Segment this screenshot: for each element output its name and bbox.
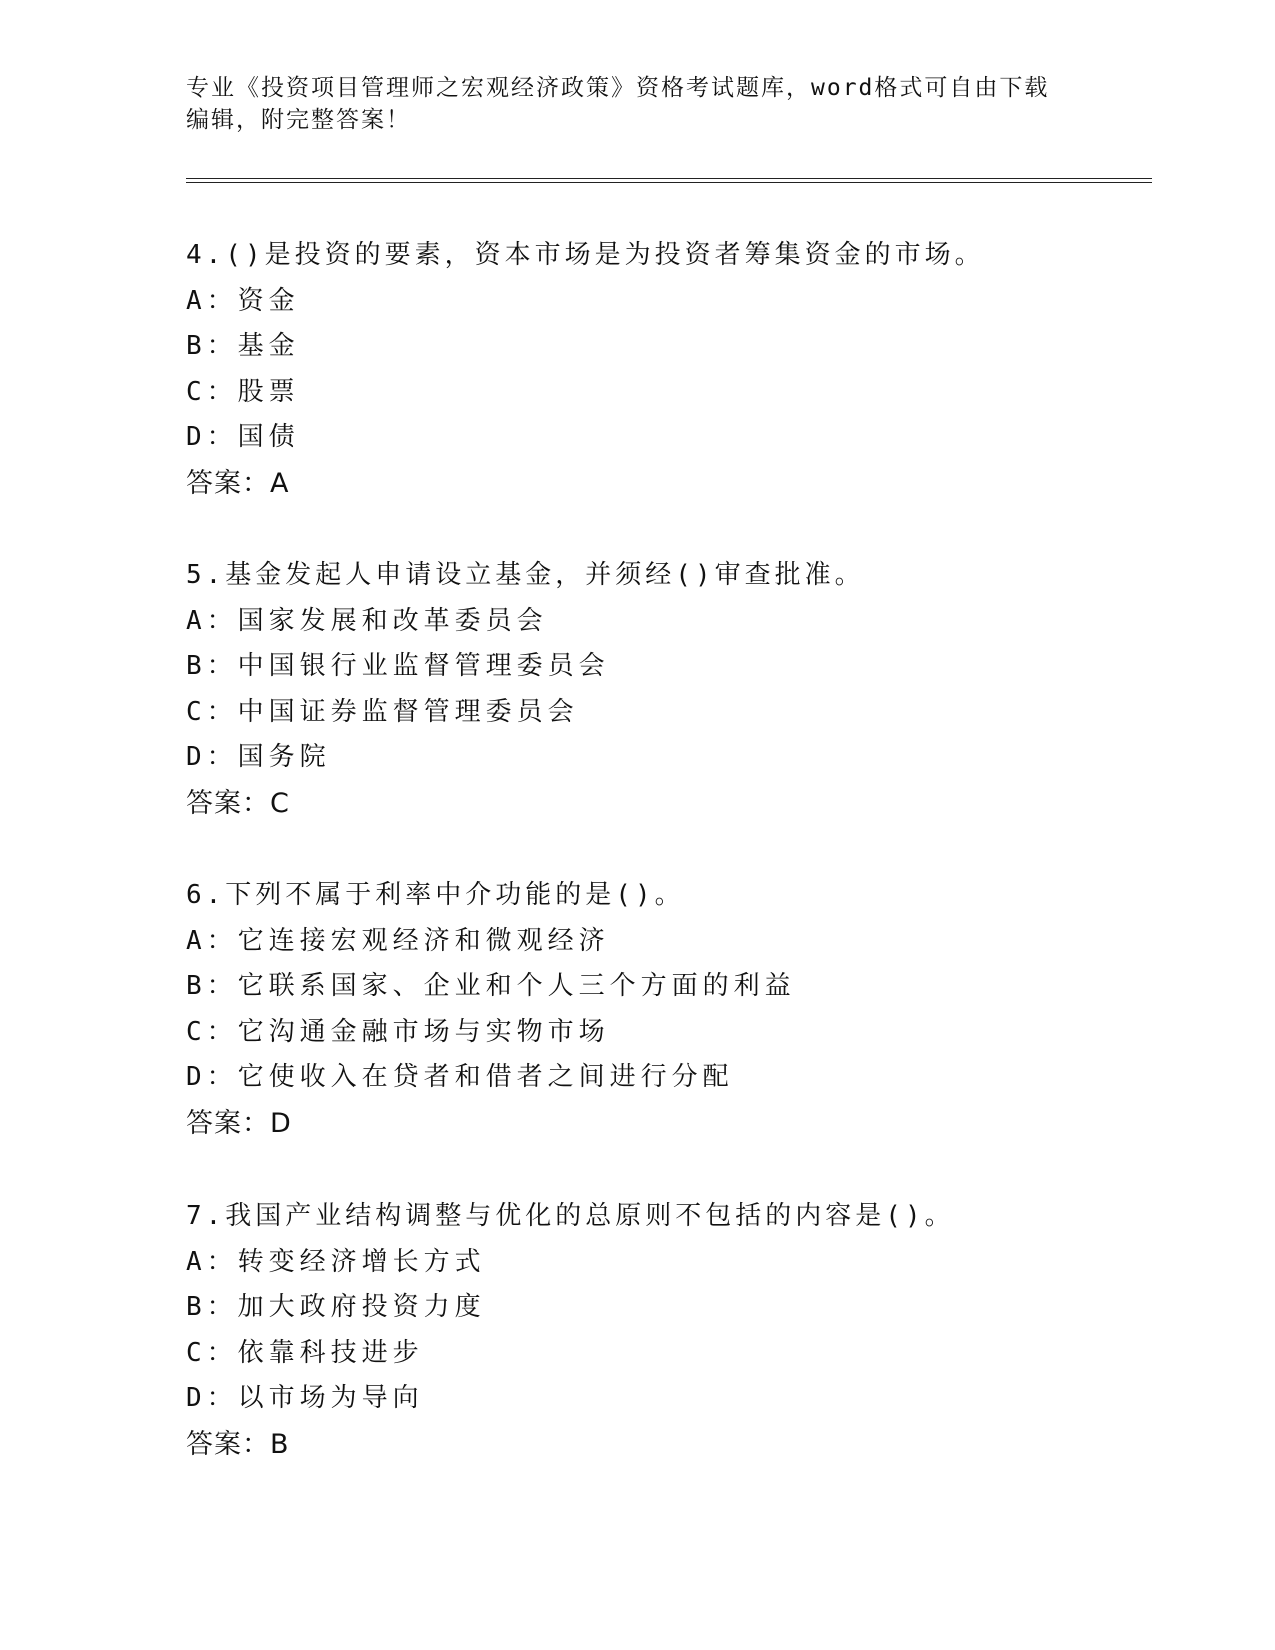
option-b: B：它联系国家、企业和个人三个方面的利益: [186, 971, 796, 1001]
question-block: [186, 233, 1146, 506]
question-stem: 4.()是投资的要素，资本市场是为投资者筹集资金的市场。: [186, 240, 985, 270]
answer-line: 答案：D: [186, 1107, 292, 1139]
answer-line: 答案：B: [186, 1428, 290, 1460]
option-d: D：以市场为导向: [186, 1383, 424, 1413]
question-block: [186, 553, 1146, 826]
question-stem: 7.我国产业结构调整与优化的总原则不包括的内容是()。: [186, 1201, 955, 1231]
option-a: A：它连接宏观经济和微观经济: [186, 925, 610, 956]
answer-line: 答案：A: [186, 467, 290, 499]
option-b: B：基金: [186, 331, 300, 361]
question-stem: 6.下列不属于利率中介功能的是()。: [186, 880, 685, 910]
option-b: B：加大政府投资力度: [186, 1292, 486, 1322]
option-c: C：中国证券监督管理委员会: [186, 696, 579, 727]
question-block: [186, 1194, 1146, 1467]
option-c: C：股票: [186, 376, 300, 407]
option-a: A：转变经济增长方式: [186, 1246, 486, 1277]
option-c: C：它沟通金融市场与实物市场: [186, 1016, 610, 1047]
option-d: D：国务院: [186, 742, 331, 772]
header-divider-top: [186, 178, 1152, 179]
option-c: C：依靠科技进步: [186, 1337, 424, 1368]
option-a: A：资金: [186, 285, 300, 316]
option-d: D：它使收入在贷者和借者之间进行分配: [186, 1062, 734, 1092]
document-header: 专业《投资项目管理师之宏观经济政策》资格考试题库，word格式可自由下载编辑，附完整答案！: [186, 75, 1050, 133]
option-b: B：中国银行业监督管理委员会: [186, 651, 610, 681]
question-block: [186, 873, 1146, 1146]
option-d: D：国债: [186, 422, 300, 452]
option-a: A：国家发展和改革委员会: [186, 605, 548, 636]
header-divider-bottom: [186, 182, 1152, 183]
question-stem: 5.基金发起人申请设立基金，并须经()审查批准。: [186, 560, 865, 590]
answer-line: 答案：C: [186, 787, 290, 819]
